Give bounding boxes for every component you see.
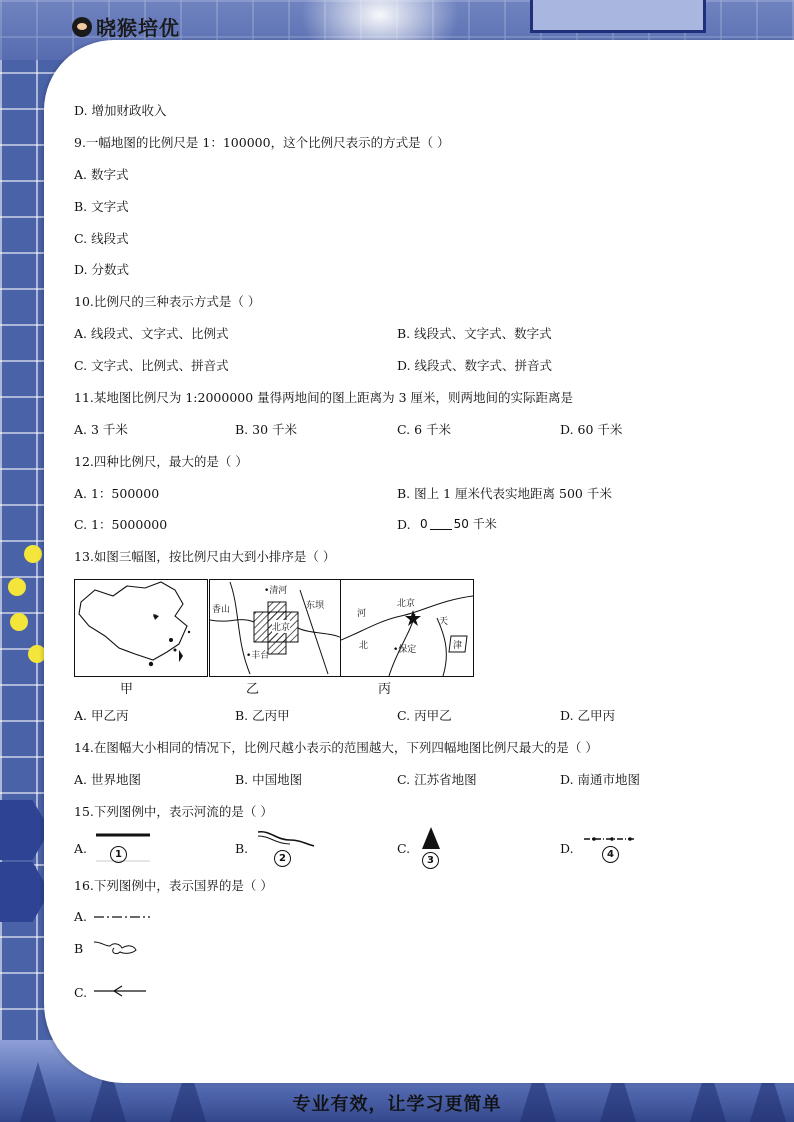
place-beijing: 北京	[272, 620, 290, 633]
yellow-dot	[10, 613, 28, 631]
number-4-circle: 4	[602, 846, 619, 863]
map-beijing-city	[209, 579, 343, 677]
q11-stem: 11.某地图比例尺为 1:2000000 量得两地间的图上距离为 3 厘米，则两地间的实际距离是	[74, 390, 574, 405]
q9-option-b: B. 文字式	[74, 199, 129, 214]
map-label-bing: 丙	[378, 682, 392, 697]
q14-option-d: D. 南通市地图	[560, 772, 641, 787]
place-bei: 北	[359, 641, 369, 651]
q16-option-c: C.	[74, 985, 88, 1000]
q12-stem: 12.四种比例尺，最大的是（ ）	[74, 454, 248, 469]
q13-option-c: C. 丙甲乙	[397, 708, 452, 723]
q15-option-b: B.	[235, 841, 249, 856]
legend-symbol-2	[256, 828, 316, 866]
place-qinghe: •清河	[264, 586, 288, 596]
q11-option-c: C. 6 千米	[397, 422, 451, 437]
q13-option-a: A. 甲乙丙	[74, 708, 129, 723]
q12-option-b: B. 图上 1 厘米代表实地距离 500 千米	[397, 486, 612, 501]
number-1-circle: 1	[110, 846, 127, 863]
q14-option-a: A. 世界地图	[74, 772, 141, 787]
q14-option-b: B. 中国地图	[235, 772, 303, 787]
place-xiangshan: 香山	[212, 605, 231, 615]
yellow-dot	[8, 578, 26, 596]
place-dongba: 东坝	[306, 601, 325, 611]
scale-bar	[420, 516, 497, 532]
legend-symbol-1	[94, 830, 152, 864]
map-hebei	[340, 579, 474, 677]
q10-option-d: D. 线段式、数字式、拼音式	[397, 358, 553, 373]
border-symbol-c	[92, 984, 148, 998]
brand-name: 晓猴培优	[96, 16, 180, 40]
map-label-jia: 甲	[120, 682, 134, 697]
map-label-yi: 乙	[246, 682, 260, 697]
q10-option-b: B. 线段式、文字式、数字式	[397, 326, 552, 341]
scale-bar-end: 50 千米	[453, 517, 497, 531]
q15-option-d: D.	[560, 841, 574, 856]
q12-option-c: C. 1：5000000	[74, 517, 168, 532]
q9-option-c: C. 线段式	[74, 231, 129, 246]
yellow-dot	[24, 545, 42, 563]
place-tian: 天	[439, 617, 449, 627]
q9-stem: 9.一幅地图的比例尺是 1：100000，这个比例尺表示的方式是（ ）	[74, 135, 450, 150]
q15-stem: 15.下列图例中，表示河流的是（ ）	[74, 804, 273, 819]
place-baoding: •保定	[393, 645, 417, 655]
q12-option-d: D.	[397, 517, 411, 532]
scale-bar-start: 0	[420, 517, 428, 531]
footer-slogan: 专业有效，让学习更简单	[292, 1094, 502, 1115]
q13-maps	[74, 579, 474, 697]
q10-stem: 10.比例尺的三种表示方式是（ ）	[74, 294, 261, 309]
place-jin: 津	[453, 641, 463, 651]
number-3-circle: 3	[422, 852, 439, 869]
q11-option-a: A. 3 千米	[74, 422, 128, 437]
q11-option-b: B. 30 千米	[235, 422, 298, 437]
legend-symbol-3	[418, 826, 444, 870]
q16-option-b: B	[74, 941, 84, 956]
q11-option-d: D. 60 千米	[560, 422, 623, 437]
q12-option-a: A. 1：500000	[74, 486, 160, 501]
place-fengtai: •丰台	[246, 651, 270, 661]
q14-stem: 14.在图幅大小相同的情况下，比例尺越小表示的范围越大，下列四幅地图比例尺最大的是（ ）	[74, 740, 598, 755]
q8-option-d: D. 增加财政收入	[74, 103, 167, 118]
map-china	[74, 579, 208, 677]
q13-option-d: D. 乙甲丙	[560, 708, 616, 723]
place-he: 河	[357, 609, 367, 619]
q14-option-c: C. 江苏省地图	[397, 772, 477, 787]
place-beijing: 北京	[397, 599, 416, 609]
decorative-box	[530, 0, 706, 33]
q16-option-a: A.	[74, 909, 88, 924]
number-2-circle: 2	[274, 850, 291, 867]
q15-option-c: C.	[397, 841, 411, 856]
border-symbol-a	[92, 912, 152, 922]
q15-option-a: A.	[74, 841, 88, 856]
q9-option-a: A. 数字式	[74, 167, 129, 182]
q10-option-c: C. 文字式、比例式、拼音式	[74, 358, 229, 373]
monkey-icon	[72, 17, 92, 37]
legend-symbol-4	[582, 830, 638, 864]
q13-option-b: B. 乙丙甲	[235, 708, 290, 723]
brand-logo	[72, 12, 180, 41]
q9-option-d: D. 分数式	[74, 262, 130, 277]
q16-stem: 16.下列图例中，表示国界的是（ ）	[74, 878, 273, 893]
q10-option-a: A. 线段式、文字式、比例式	[74, 326, 229, 341]
border-symbol-b	[92, 938, 142, 960]
q13-stem: 13.如图三幅图，按比例尺由大到小排序是（ ）	[74, 549, 336, 564]
